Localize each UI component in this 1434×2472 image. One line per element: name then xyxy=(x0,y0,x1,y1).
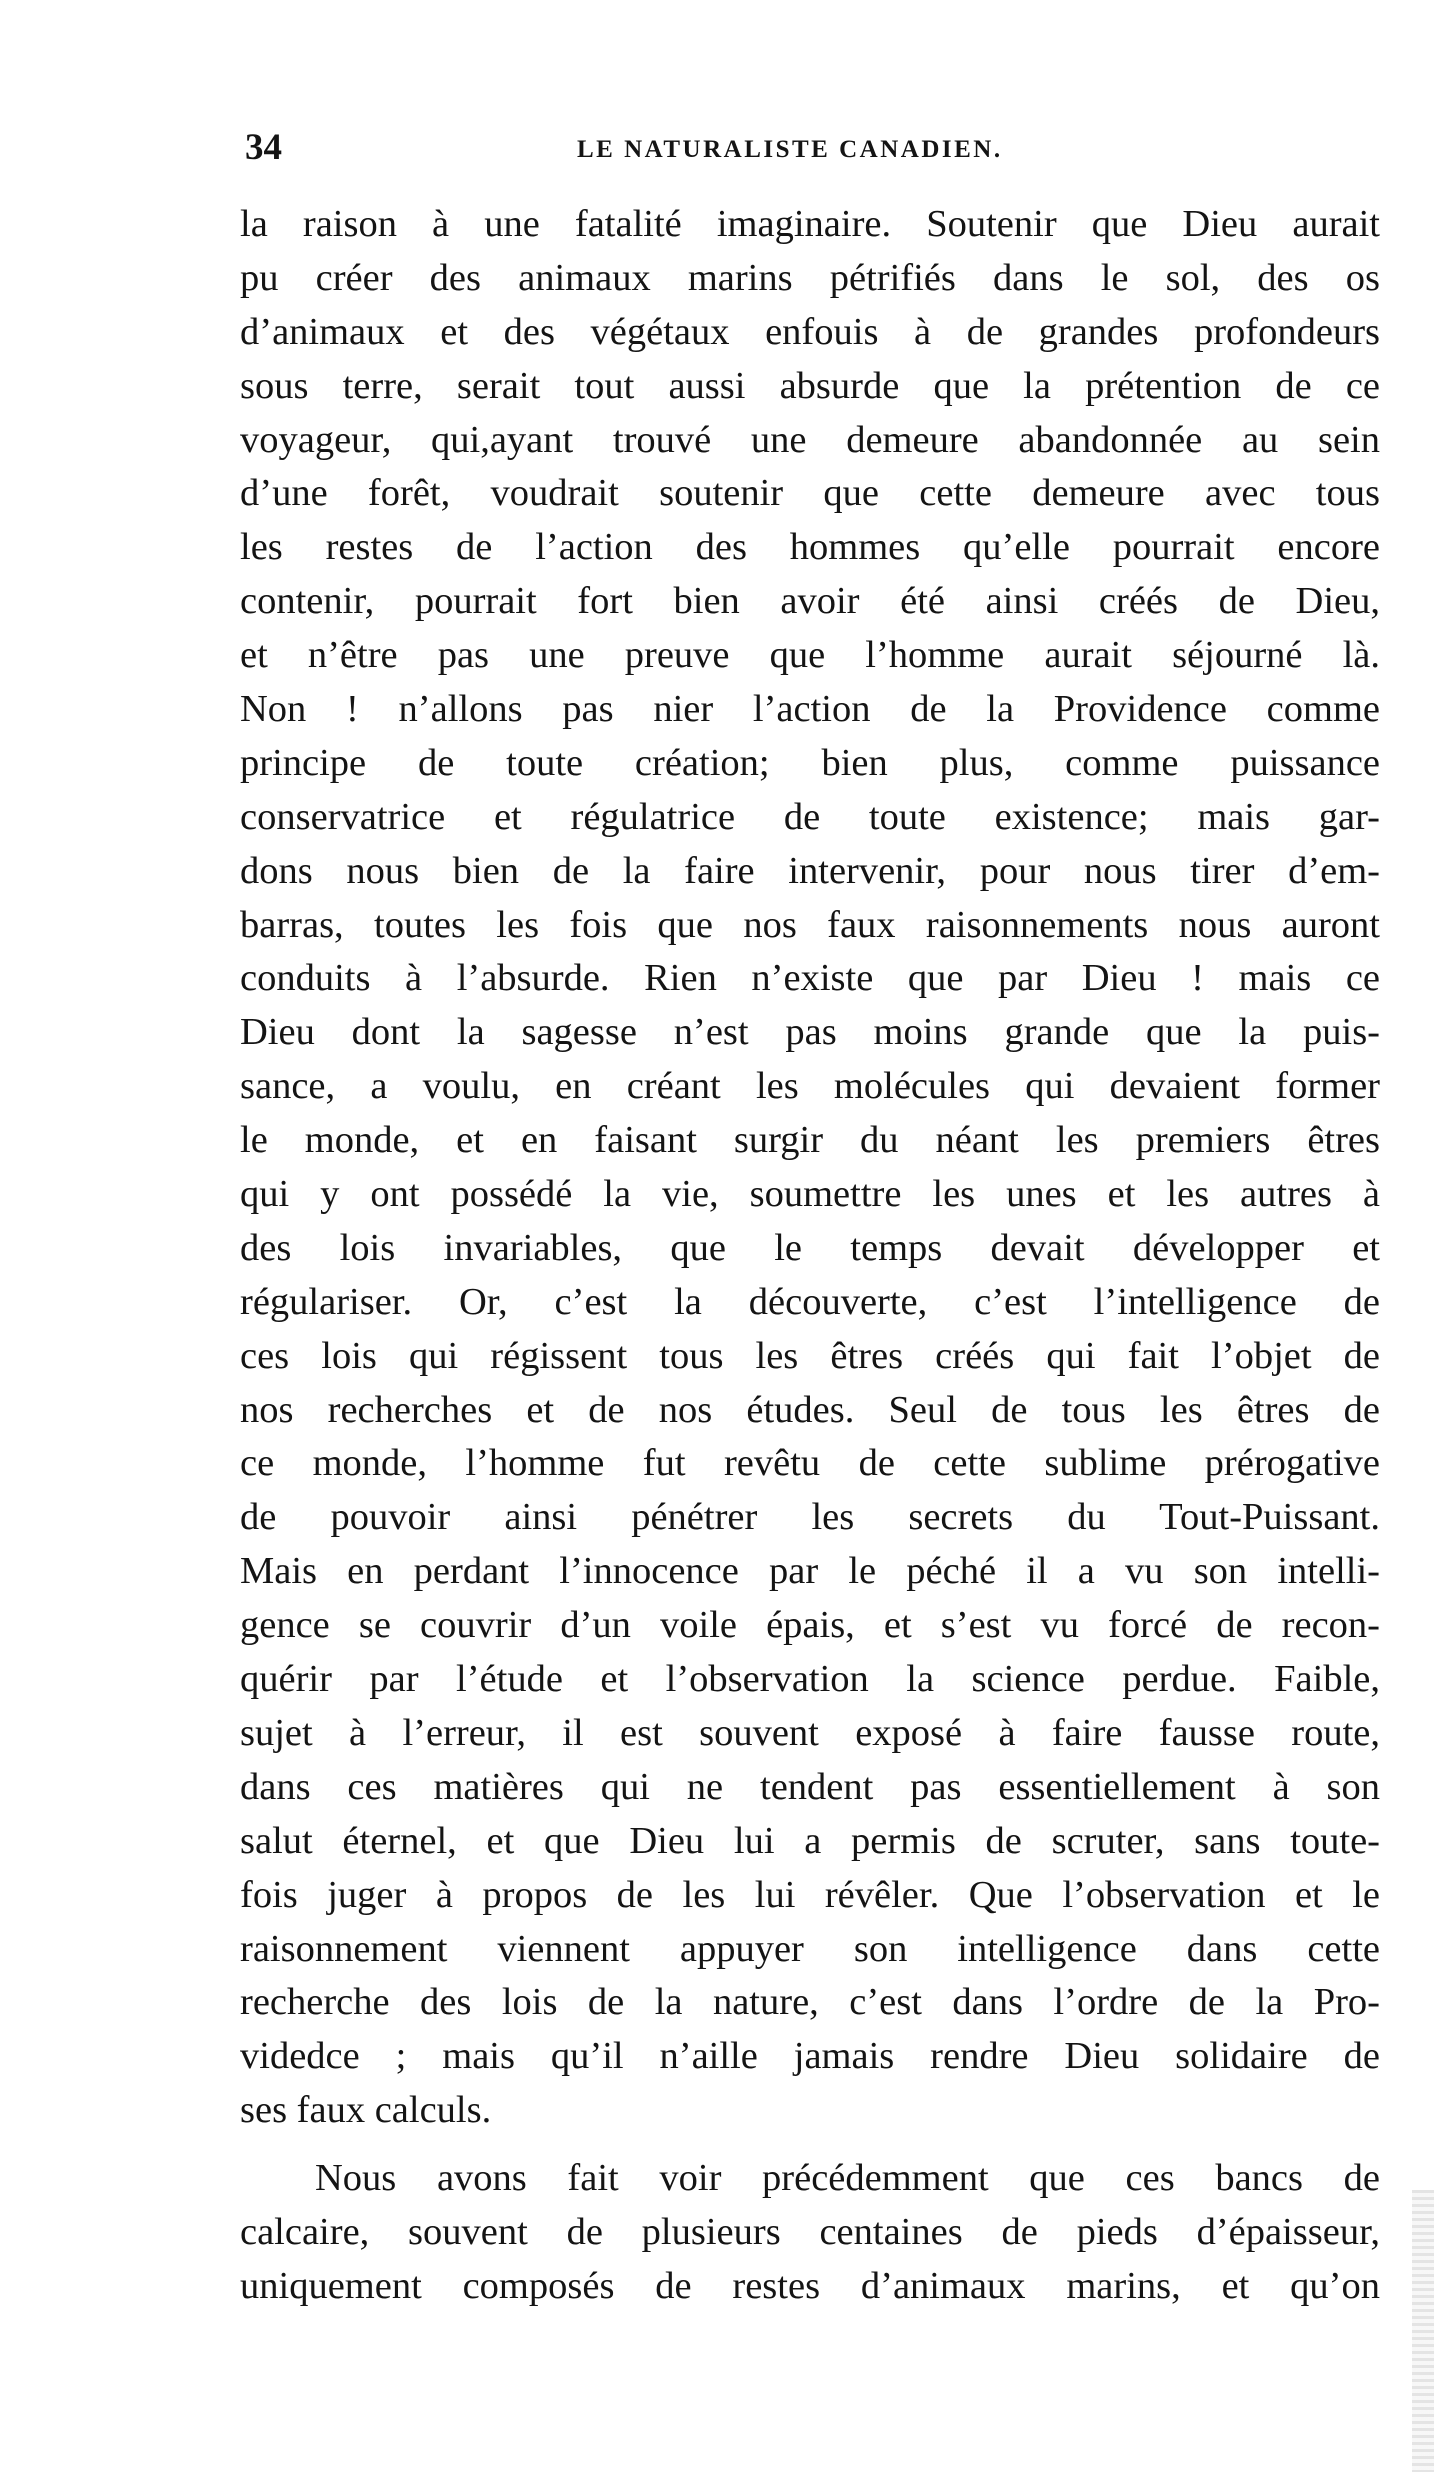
text-line: les restes de l’action des hommes qu’elle pourrait encore xyxy=(240,526,1380,569)
text-line: principe de toute création; bien plus, comme puissance xyxy=(240,741,1380,784)
page-number: 34 xyxy=(245,127,282,168)
text-line: régulariser. Or, c’est la découverte, c’est l’intelligence de xyxy=(240,1280,1380,1323)
text-line: Dieu dont la sagesse n’est pas moins grande que la puis- xyxy=(240,1011,1380,1054)
text-line: conduits à l’absurde. Rien n’existe que par Dieu ! mais ce xyxy=(240,957,1380,1000)
text-line: raisonnement viennent appuyer son intelligence dans cette xyxy=(240,1927,1380,1970)
paragraph-spacer xyxy=(240,2138,1380,2152)
text-line: la raison à une fatalité imaginaire. Soutenir que Dieu aurait xyxy=(240,203,1380,245)
text-line: nos recherches et de nos études. Seul de tous les êtres de xyxy=(240,1388,1380,1431)
text-line: barras, toutes les fois que nos faux raisonnements nous auront xyxy=(240,903,1380,946)
text-line: Mais en perdant l’innocence par le péché il a vu son intelli- xyxy=(240,1550,1380,1593)
paragraph xyxy=(240,2152,1380,2314)
paragraph xyxy=(240,198,1380,2138)
text-line: le monde, et en faisant surgir du néant les premiers êtres xyxy=(240,1119,1380,1162)
text-line: ses faux calculs. xyxy=(240,2089,492,2132)
text-line: gence se couvrir d’un voile épais, et s’est vu forcé de recon- xyxy=(240,1604,1380,1647)
text-line: pu créer des animaux marins pétrifiés dans le sol, des os xyxy=(240,256,1380,299)
text-line: fois juger à propos de les lui révêler. Que l’observation et le xyxy=(240,1873,1380,1916)
text-line: dons nous bien de la faire intervenir, pour nous tirer d’em- xyxy=(240,849,1380,892)
text-line: recherche des lois de la nature, c’est dans l’ordre de la Pro- xyxy=(240,1981,1380,2024)
text-line: uniquement composés de restes d’animaux marins, et qu’on xyxy=(240,2264,1380,2307)
text-line: ces lois qui régissent tous les êtres créés qui fait l’objet de xyxy=(240,1334,1380,1377)
text-line: Nous avons fait voir précédemment que ces bancs de xyxy=(315,2157,1380,2200)
text-line: quérir par l’étude et l’observation la science perdue. Faible, xyxy=(240,1658,1380,1701)
text-line: ce monde, l’homme fut revêtu de cette sublime prérogative xyxy=(240,1442,1380,1485)
text-line: et n’être pas une preuve que l’homme aurait séjourné là. xyxy=(240,634,1380,677)
text-line: videdce ; mais qu’il n’aille jamais rendre Dieu solidaire de xyxy=(240,2035,1380,2078)
text-line: calcaire, souvent de plusieurs centaines de pieds d’épaisseur, xyxy=(240,2210,1380,2253)
body-text xyxy=(240,198,1380,2314)
text-line: salut éternel, et que Dieu lui a permis de scruter, sans toute- xyxy=(240,1819,1380,1862)
text-line: des lois invariables, que le temps devait développer et xyxy=(240,1226,1380,1269)
text-line: sance, a voulu, en créant les molécules qui devaient former xyxy=(240,1065,1380,1108)
text-line: sujet à l’erreur, il est souvent exposé à faire fausse route, xyxy=(240,1711,1380,1754)
running-title: LE NATURALISTE CANADIEN. xyxy=(577,136,1003,163)
text-line: sous terre, serait tout aussi absurde que la prétention de ce xyxy=(240,364,1380,407)
text-line: d’une forêt, voudrait soutenir que cette demeure avec tous xyxy=(240,472,1380,515)
text-line: Non ! n’allons pas nier l’action de la Providence comme xyxy=(240,688,1380,731)
text-line: contenir, pourrait fort bien avoir été ainsi créés de Dieu, xyxy=(240,580,1380,623)
text-line: dans ces matières qui ne tendent pas essentiellement à son xyxy=(240,1765,1380,1808)
page-edge-shadow xyxy=(1412,2190,1434,2472)
text-line: voyageur, qui,ayant trouvé une demeure abandonnée au sein xyxy=(240,418,1380,461)
text-line: qui y ont possédé la vie, soumettre les unes et les autres à xyxy=(240,1173,1380,1216)
text-line: de pouvoir ainsi pénétrer les secrets du Tout-Puissant. xyxy=(240,1496,1380,1539)
text-line: d’animaux et des végétaux enfouis à de grandes profondeurs xyxy=(240,310,1380,353)
text-line: conservatrice et régulatrice de toute existence; mais gar- xyxy=(240,795,1380,838)
running-head xyxy=(245,126,1375,176)
